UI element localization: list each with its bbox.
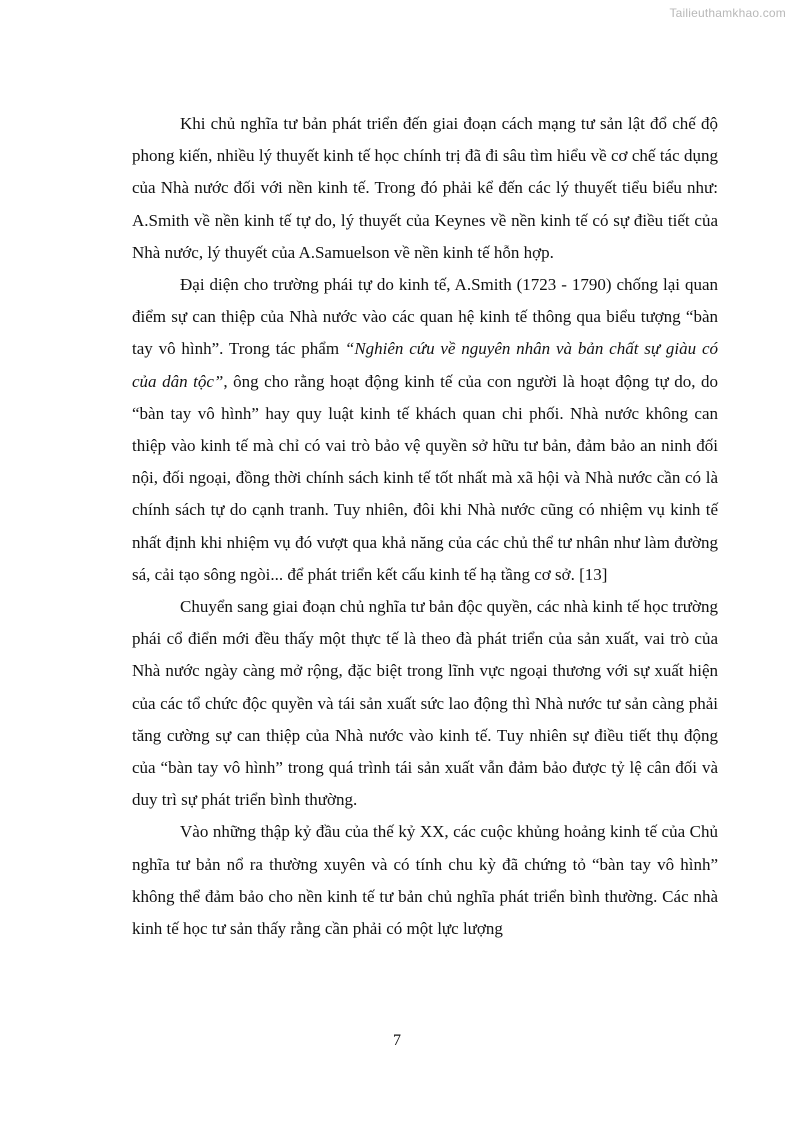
paragraph-2 (132, 269, 718, 591)
document-body (132, 108, 718, 945)
book-title-italic: “Nghiên cứu về nguyên nhân và bản chất sự giàu có của dân tộc” (132, 339, 719, 391)
page-number: 7 (393, 1032, 401, 1049)
paragraph-1: Khi chủ nghĩa tư bản phát triển đến giai đoạn cách mạng tư sản lật đổ chế độ phong kiến, nhiều lý thuyết kinh tế học chính trị đã đi sâu tìm hiểu về cơ chế tác dụng của Nhà nước đối với nền kinh tế. Trong đó phải kể đến các lý thuyết tiểu biểu như: A.Smith về nền kinh tế tự do, lý thuyết của Keynes về nền kinh tế có sự điều tiết của Nhà nước, lý thuyết của A.Samuelson về nền kinh tế hỗn hợp. (132, 114, 718, 262)
paragraph-4: Vào những thập kỷ đầu của thế kỷ XX, các cuộc khủng hoảng kinh tế của Chủ nghĩa tư bản nổ ra thường xuyên và có tính chu kỳ đã chứng tỏ “bàn tay vô hình” không thể đảm bảo cho nền kinh tế tư bản chủ nghĩa phát triển bình thường. Các nhà kinh tế học tư sản thấy rằng cần phải có một lực lượng (132, 822, 718, 939)
paragraph-2-text-after: , ông cho rằng hoạt động kinh tế của con người là hoạt động tự do, do “bàn tay vô hình” hay quy luật kinh tế khách quan chi phối. Nhà nước không can thiệp vào kinh tế mà chỉ có vai trò bảo vệ quyền sở hữu tư bản, đảm bảo an ninh đối nội, đối ngoại, đồng thời chính sách kinh tế tốt nhất mà xã hội và Nhà nước cần có là chính sách tự do cạnh tranh. Tuy nhiên, đôi khi Nhà nước cũng có nhiệm vụ kinh tế nhất định khi nhiệm vụ đó vượt qua khả năng của các chủ thể tư nhân như làm đường sá, cải tạo sông ngòi... để phát triển kết cấu kinh tế hạ tầng cơ sở. [13] (132, 371, 718, 584)
watermark-text: Tailieuthamkhao.com (669, 6, 786, 20)
paragraph-3: Chuyển sang giai đoạn chủ nghĩa tư bản độc quyền, các nhà kinh tế học trường phái cổ điển mới đều thấy một thực tế là theo đà phát triển của sản xuất, vai trò của Nhà nước ngày càng mở rộng, đặc biệt trong lĩnh vực ngoại thương với sự xuất hiện của các tổ chức độc quyền và tái sản xuất sức lao động thì Nhà nước tư sản càng phải tăng cường sự can thiệp của Nhà nước vào kinh tế. Tuy nhiên sự điều tiết thụ động của “bàn tay vô hình” trong quá trình tái sản xuất vẫn đảm bảo được tỷ lệ cân đối và duy trì sự phát triển bình thường. (132, 597, 718, 810)
paragraph-2-text-before: Đại diện cho trường phái tự do kinh tế, A.Smith (1723 - 1790) chống lại quan điểm sự can thiệp của Nhà nước vào các quan hệ kinh tế thông qua biểu tượng “bàn tay vô hình”. Trong tác phẩm (132, 275, 718, 359)
